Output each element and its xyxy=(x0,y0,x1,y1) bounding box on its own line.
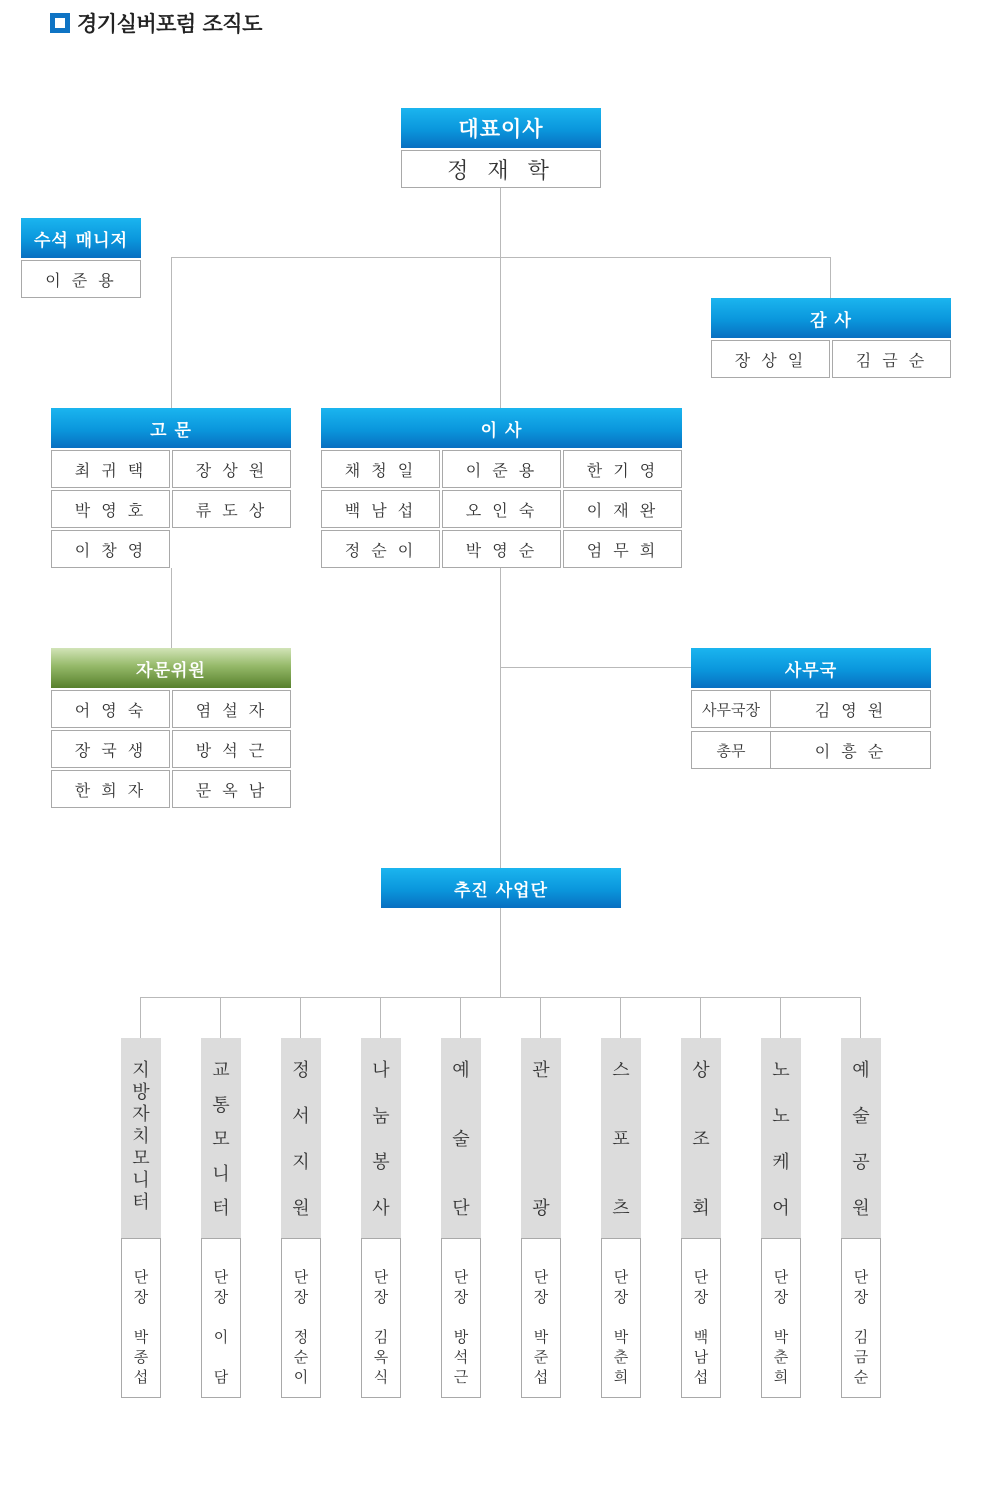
team-name: 스 포 츠 xyxy=(601,1038,641,1238)
secretariat-name: 김 영 원 xyxy=(770,690,931,728)
team-name: 관 광 xyxy=(521,1038,561,1238)
board-member: 정 순 이 xyxy=(321,530,440,568)
connector-line xyxy=(830,257,831,298)
connector-line xyxy=(460,997,461,1038)
committee-member: 장 국 생 xyxy=(51,730,170,768)
connector-line xyxy=(700,997,701,1038)
advisor-member: 이 창 영 xyxy=(51,530,170,568)
connector-line xyxy=(140,997,861,998)
connector-line xyxy=(300,997,301,1038)
board-member: 이 준 용 xyxy=(442,450,561,488)
team-leader: 단 장 김 옥 식 xyxy=(361,1238,401,1398)
square-bullet-icon xyxy=(50,13,70,33)
advisor-member: 최 귀 택 xyxy=(51,450,170,488)
team-leader: 단 장 박 종 섭 xyxy=(121,1238,161,1398)
team-leader: 단 장 정 순 이 xyxy=(281,1238,321,1398)
committee-member: 한 희 자 xyxy=(51,770,170,808)
team-name: 교 통 모 니 터 xyxy=(201,1038,241,1238)
connector-line xyxy=(220,997,221,1038)
ceo-title: 대표이사 xyxy=(401,108,601,148)
team-leader: 단 장 방 석 근 xyxy=(441,1238,481,1398)
team-leader: 단 장 이 담 xyxy=(201,1238,241,1398)
projects-title: 추진 사업단 xyxy=(381,868,621,908)
board-member: 채 청 일 xyxy=(321,450,440,488)
committee-title: 자문위원 xyxy=(51,648,291,688)
connector-line xyxy=(171,257,172,408)
board-member: 한 기 영 xyxy=(563,450,682,488)
auditor-member: 김 금 순 xyxy=(832,340,951,378)
team-name: 예 술 공 원 xyxy=(841,1038,881,1238)
board-member: 백 남 섭 xyxy=(321,490,440,528)
team-leader: 단 장 박 춘 희 xyxy=(601,1238,641,1398)
board-member: 이 재 완 xyxy=(563,490,682,528)
connector-line xyxy=(500,667,691,668)
ceo-name: 정 재 학 xyxy=(401,150,601,188)
connector-line xyxy=(540,997,541,1038)
secretariat-role: 사무국장 xyxy=(691,690,771,728)
committee-member: 염 설 자 xyxy=(172,690,291,728)
connector-line xyxy=(860,997,861,1038)
manager-name: 이 준 용 xyxy=(21,260,141,298)
team-leader: 단 장 백 남 섭 xyxy=(681,1238,721,1398)
secretariat-title: 사무국 xyxy=(691,648,931,688)
auditor-title: 감 사 xyxy=(711,298,951,338)
connector-line xyxy=(171,257,831,258)
board-member: 박 영 순 xyxy=(442,530,561,568)
connector-line xyxy=(500,187,501,408)
page-title xyxy=(50,8,262,38)
team-name: 정 서 지 원 xyxy=(281,1038,321,1238)
board-title: 이 사 xyxy=(321,408,682,448)
connector-line xyxy=(780,997,781,1038)
auditor-member: 장 상 일 xyxy=(711,340,830,378)
connector-line xyxy=(500,568,501,868)
team-leader: 단 장 김 금 순 xyxy=(841,1238,881,1398)
board-member: 엄 무 희 xyxy=(563,530,682,568)
board-member: 오 인 숙 xyxy=(442,490,561,528)
committee-member: 문 옥 남 xyxy=(172,770,291,808)
secretariat-role: 총무 xyxy=(691,731,771,769)
team-name: 상 조 회 xyxy=(681,1038,721,1238)
team-name: 지 방 자 치 모 니 터 xyxy=(121,1038,161,1238)
connector-line xyxy=(171,568,172,648)
connector-line xyxy=(500,907,501,998)
committee-member: 방 석 근 xyxy=(172,730,291,768)
advisor-member: 박 영 호 xyxy=(51,490,170,528)
advisor-member: 장 상 원 xyxy=(172,450,291,488)
team-name: 예 술 단 xyxy=(441,1038,481,1238)
team-leader: 단 장 박 준 섭 xyxy=(521,1238,561,1398)
team-leader: 단 장 박 춘 희 xyxy=(761,1238,801,1398)
advisor-title: 고 문 xyxy=(51,408,291,448)
advisor-member: 류 도 상 xyxy=(172,490,291,528)
connector-line xyxy=(620,997,621,1038)
connector-line xyxy=(140,997,141,1038)
team-name: 나 눔 봉 사 xyxy=(361,1038,401,1238)
secretariat-name: 이 흥 순 xyxy=(770,731,931,769)
team-name: 노 노 케 어 xyxy=(761,1038,801,1238)
connector-line xyxy=(380,997,381,1038)
committee-member: 어 영 숙 xyxy=(51,690,170,728)
page-title-text: 경기실버포럼 조직도 xyxy=(77,12,262,36)
manager-title: 수석 매니저 xyxy=(21,218,141,258)
